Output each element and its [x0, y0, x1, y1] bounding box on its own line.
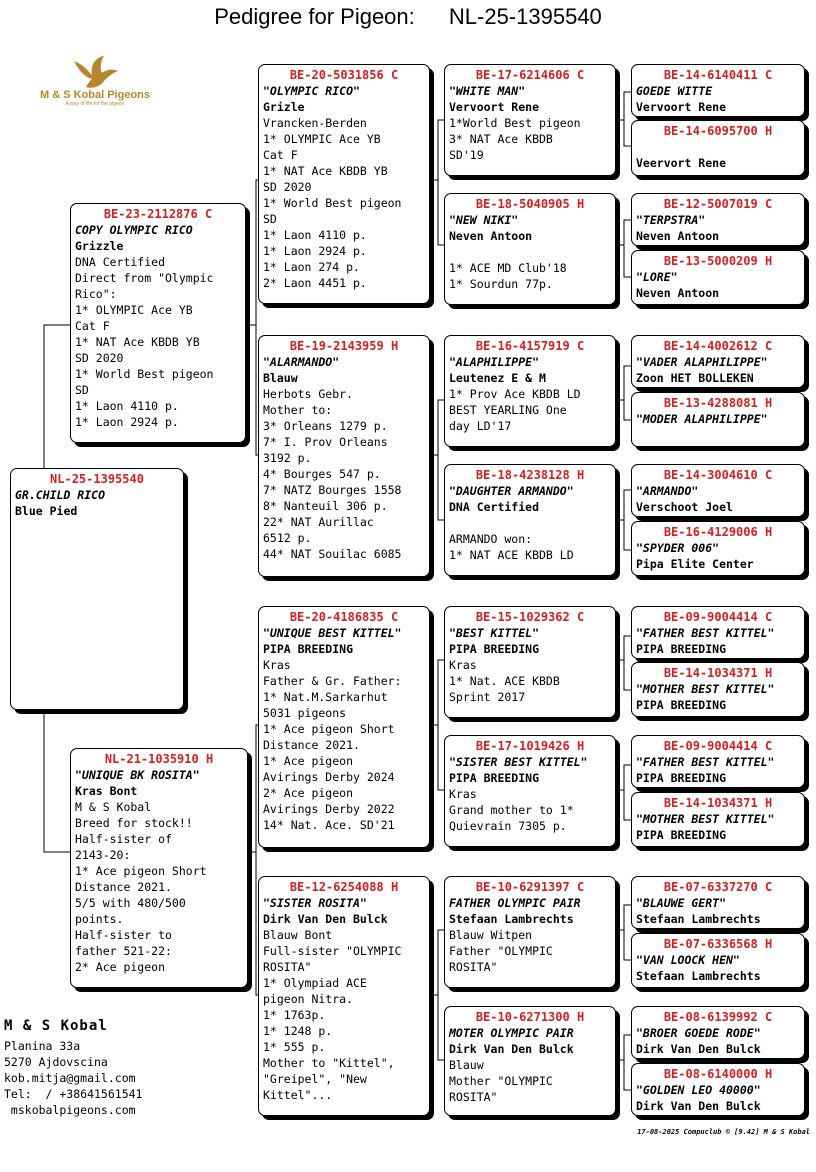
pedigree-line: 1*World Best pigeon [449, 116, 581, 130]
pedigree-line: father 521-22: [75, 944, 172, 958]
pigeon-name: "UNIQUE BEST KITTEL" [263, 626, 402, 640]
pedigree-line: Half-sister to [75, 928, 172, 942]
pedigree-line: Kras [449, 658, 477, 672]
pedigree-line: 1* Ace pigeon Short [75, 864, 207, 878]
pedigree-line: Avirings Derby 2022 [263, 802, 395, 816]
pigeon-name: "BEST KITTEL" [449, 626, 540, 640]
pedigree-line: PIPA BREEDING [636, 771, 727, 785]
pedigree-line: 1* ACE MD Club'18 [449, 261, 567, 275]
ring-number: BE-17-6214606 C [475, 68, 585, 82]
pedigree-line: ARMANDO won: [449, 532, 533, 546]
pigeon-name: "BLAUWE GERT" [636, 896, 727, 910]
ancestor-card[interactable] [631, 1006, 805, 1059]
ancestor-card[interactable] [631, 392, 805, 447]
ancestor-card[interactable] [631, 876, 805, 929]
great-grandparent-card[interactable] [444, 876, 616, 988]
ancestor-card[interactable] [631, 120, 805, 176]
pedigree-line: PIPA BREEDING [449, 771, 540, 785]
ring-number: BE-07-6336568 H [663, 937, 773, 951]
ring-number: BE-17-1019426 H [475, 739, 585, 753]
ring-number: BE-18-5040905 H [475, 197, 585, 211]
ring-number: BE-09-9004414 C [663, 610, 773, 624]
pedigree-line: 4* Bourges 547 p. [263, 467, 381, 481]
pedigree-line: Neven Antoon [636, 286, 720, 300]
pedigree-line: Blauw Bont [263, 928, 333, 942]
pedigree-line: Avirings Derby 2024 [263, 770, 395, 784]
pedigree-line: Dirk Van Den Bulck [263, 912, 388, 926]
ring-number: BE-14-1034371 H [663, 796, 773, 810]
pedigree-line: 1* Laon 4110 p. [75, 399, 179, 413]
pedigree-line: SD'19 [449, 148, 484, 162]
pigeon-name: "ALAPHILIPPE" [449, 355, 540, 369]
pedigree-line: 14* Nat. Ace. SD'21 [263, 818, 395, 832]
pedigree-line: M & S Kobal [75, 800, 152, 814]
pedigree-line: Neven Antoon [636, 229, 720, 243]
pedigree-line: Mother "OLYMPIC [449, 1074, 553, 1088]
pedigree-line: 1* 1248 p. [263, 1024, 333, 1038]
pedigree-line: 2* Laon 4451 p. [263, 276, 367, 290]
pedigree-line: Sprint 2017 [449, 690, 526, 704]
grandparent-card[interactable] [258, 606, 430, 848]
pedigree-line: 1* Prov Ace KBDB LD [449, 387, 581, 401]
pedigree-line: 3192 p. [263, 451, 312, 465]
logo-name: M & S Kobal Pigeons [39, 89, 150, 101]
ancestor-card[interactable] [631, 64, 805, 117]
owner-phone: Tel: / +38641561541 [4, 1087, 143, 1101]
pedigree-line: Cat F [263, 148, 298, 162]
pedigree-line: 1* Nat. ACE KBDB [449, 674, 560, 688]
ring-number: BE-16-4129006 H [663, 525, 773, 539]
pedigree-line: Grand mother to 1* [449, 803, 574, 817]
pedigree-line: Distance 2021. [75, 880, 172, 894]
ring-number: BE-14-4002612 C [663, 339, 773, 353]
pedigree-line: PIPA BREEDING [636, 828, 727, 842]
pedigree-line: ROSITA" [449, 1090, 498, 1104]
pigeon-name: "WHITE MAN" [449, 84, 526, 98]
pedigree-line: 1* OLYMPIC Ace YB [263, 132, 381, 146]
ring-number: BE-13-5000209 H [663, 254, 773, 268]
pedigree-line: BEST YEARLING One [449, 403, 567, 417]
pedigree-line: Blauw [449, 1058, 484, 1072]
pedigree-line: Father & Gr. Father: [263, 674, 402, 688]
pedigree-line: 1* Nat.M.Sarkarhut [263, 690, 388, 704]
pedigree-line: 1* Ace pigeon [263, 754, 354, 768]
ring-number: BE-12-5007019 C [663, 197, 773, 211]
pedigree-line: 7* I. Prov Orleans [263, 435, 388, 449]
ring-number: BE-15-1029362 C [475, 610, 585, 624]
pedigree-line: Stefaan Lambrechts [636, 969, 761, 983]
ring-number: BE-18-4238128 H [475, 468, 585, 482]
pigeon-color: Grizzle [75, 239, 124, 253]
pedigree-line: Kras [263, 658, 291, 672]
ancestor-card[interactable] [631, 1063, 805, 1116]
pigeon-name: "VADER ALAPHILIPPE" [636, 355, 768, 369]
pedigree-line: Stefaan Lambrechts [449, 912, 574, 926]
pedigree-line: Rico": [75, 287, 117, 301]
pedigree-line: Vervoort Rene [449, 100, 540, 114]
pigeon-name: "NEW NIKI" [449, 213, 519, 227]
owner-website[interactable]: mskobalpigeons.com [4, 1103, 136, 1117]
subject-pigeon-card[interactable] [10, 468, 184, 710]
great-grandparent-card[interactable] [444, 464, 616, 576]
ring-number: BE-10-6271300 H [475, 1010, 585, 1024]
pedigree-line: Zoon HET BOLLEKEN [636, 371, 754, 385]
pedigree-line: Direct from "Olympic [75, 271, 214, 285]
pedigree-line: Leutenez E & M [449, 371, 546, 385]
pigeon-name: "MOTHER BEST KITTEL" [636, 682, 775, 696]
pedigree-line: 1* Laon 4110 p. [263, 228, 367, 242]
ring-number: NL-25-1395540 [50, 472, 144, 486]
pedigree-line [449, 515, 611, 531]
footer-credit: 17-08-2025 Compuclub © [9.42] M & S Kobal [637, 1128, 810, 1136]
pedigree-line: Veervort Rene [636, 156, 727, 170]
pedigree-line: SD 2020 [263, 180, 312, 194]
pedigree-line: "Greipel", "New [263, 1072, 367, 1086]
ring-number: BE-16-4157919 C [475, 339, 585, 353]
pedigree-line: 1* NAT Ace KBDB YB [75, 335, 200, 349]
pigeon-name: "MODER ALAPHILIPPE" [636, 412, 768, 426]
pedigree-line: pigeon Nitra. [263, 992, 354, 1006]
pedigree-line: Herbots Gebr. [263, 387, 354, 401]
owner-name: M & S Kobal [4, 1018, 108, 1034]
pedigree-line: Half-sister of [75, 832, 172, 846]
pedigree-line: Vervoort Rene [636, 100, 727, 114]
pedigree-line: 5031 pigeons [263, 706, 347, 720]
pigeon-name [636, 139, 800, 155]
ring-number: BE-14-1034371 H [663, 666, 773, 680]
ring-number: BE-14-6095700 H [663, 124, 773, 138]
pigeon-name: "DAUGHTER ARMANDO" [449, 484, 574, 498]
grandparent-card[interactable] [258, 64, 430, 304]
ring-number: BE-12-6254088 H [289, 880, 399, 894]
pedigree-line: Stefaan Lambrechts [636, 912, 761, 926]
ring-number: BE-08-6140000 H [663, 1067, 773, 1081]
pedigree-line: 3* Orleans 1279 p. [263, 419, 388, 433]
pedigree-line: 1* Sourdun 77p. [449, 277, 553, 291]
pedigree-line: 1* Laon 274 p. [263, 260, 360, 274]
great-grandparent-card[interactable] [444, 64, 616, 176]
ancestor-card[interactable] [631, 606, 805, 659]
great-grandparent-card[interactable] [444, 193, 616, 305]
pedigree-line: Blauw [263, 371, 298, 385]
pedigree-line: Full-sister "OLYMPIC [263, 944, 402, 958]
pedigree-line: Breed for stock!! [75, 816, 193, 830]
pedigree-line: 7* NATZ Bourges 1558 [263, 483, 402, 497]
logo-tagline: A way of life for the pigeon [65, 101, 125, 107]
pedigree-line: 8* Nanteuil 306 p. [263, 499, 388, 513]
pedigree-line: 1* NAT ACE KBDB LD [449, 548, 574, 562]
ring-number: BE-13-4288081 H [663, 396, 773, 410]
pigeon-name: "GOLDEN LEO 40000" [636, 1083, 761, 1097]
pedigree-line: 44* NAT Souilac 6085 [263, 547, 402, 561]
pedigree-line: 1* NAT Ace KBDB YB [263, 164, 388, 178]
pedigree-line: 1* Olympiad ACE [263, 976, 367, 990]
pigeon-name: GR.CHILD RICO [15, 488, 106, 502]
pigeon-name: "ARMANDO" [636, 484, 699, 498]
ancestor-card[interactable] [631, 792, 805, 847]
pedigree-line: Neven Antoon [449, 229, 533, 243]
pedigree-line: Grizle [263, 100, 305, 114]
pedigree-line: DNA Certified [449, 500, 540, 514]
pigeon-name: "MOTHER BEST KITTEL" [636, 812, 775, 826]
pigeon-name: "SISTER BEST KITTEL" [449, 755, 588, 769]
pigeon-name: "OLYMPIC RICO" [263, 84, 360, 98]
grandparent-card[interactable] [258, 876, 430, 1116]
pedigree-line: 2* Ace pigeon [263, 786, 354, 800]
pedigree-line: Distance 2021. [263, 738, 360, 752]
ancestor-card[interactable] [631, 250, 805, 305]
owner-city-line: 5270 Ajdovscina [4, 1055, 108, 1069]
pedigree-line: points. [75, 912, 124, 926]
ring-number: BE-09-9004414 C [663, 739, 773, 753]
pedigree-line: 1* Ace pigeon Short [263, 722, 395, 736]
pigeon-name: "TERPSTRA" [636, 213, 706, 227]
pedigree-line: 22* NAT Aurillac [263, 515, 374, 529]
pedigree-line: 1* 1763p. [263, 1008, 326, 1022]
great-grandparent-card[interactable] [444, 1006, 616, 1116]
pedigree-line [449, 244, 611, 260]
pigeon-name: "LORE" [636, 270, 678, 284]
ancestor-card[interactable] [631, 662, 805, 717]
pedigree-line: ROSITA" [263, 960, 312, 974]
pedigree-line: DNA Certified [75, 255, 166, 269]
pigeon-name: "UNIQUE BK ROSITA" [75, 768, 200, 782]
pedigree-line: Quievrain 7305 p. [449, 819, 567, 833]
pedigree-line: PIPA BREEDING [263, 642, 354, 656]
pedigree-line: SD [263, 212, 277, 226]
pedigree-line: Cat F [75, 319, 110, 333]
pedigree-line: Verschoot Joel [636, 500, 733, 514]
ring-number: BE-23-2112876 C [103, 207, 213, 221]
ancestor-card[interactable] [631, 464, 805, 517]
owner-email[interactable]: kob.mitja@gmail.com [4, 1071, 136, 1085]
pedigree-line: Father "OLYMPIC [449, 944, 553, 958]
ring-number: BE-19-2143959 H [289, 339, 399, 353]
pedigree-line: Blauw Witpen [449, 928, 533, 942]
pedigree-line: 1* World Best pigeon [75, 367, 214, 381]
pedigree-line: 3* NAT Ace KBDB [449, 132, 553, 146]
pedigree-line: Vrancken-Berden [263, 116, 367, 130]
ring-number: BE-07-6337270 C [663, 880, 773, 894]
pedigree-line: Dirk Van Den Bulck [636, 1042, 761, 1056]
pedigree-line: PIPA BREEDING [449, 642, 540, 656]
ring-number: BE-10-6291397 C [475, 880, 585, 894]
pedigree-line: PIPA BREEDING [636, 698, 727, 712]
pigeon-color: Blue Pied [15, 504, 78, 518]
dam-card[interactable] [70, 748, 248, 988]
great-grandparent-card[interactable] [444, 606, 616, 718]
pedigree-line: Dirk Van Den Bulck [449, 1042, 574, 1056]
pigeon-name: "FATHER BEST KITTEL" [636, 626, 775, 640]
pedigree-line: day LD'17 [449, 419, 512, 433]
pedigree-line: 1* OLYMPIC Ace YB [75, 303, 193, 317]
pigeon-name: "ALARMANDO" [263, 355, 340, 369]
owner-contact [4, 1018, 142, 1118]
sire-card[interactable] [70, 203, 246, 443]
pigeon-name: "SISTER ROSITA" [263, 896, 367, 910]
pigeon-name: "SPYDER 006" [636, 541, 720, 555]
pigeon-color: Kras Bont [75, 784, 138, 798]
pedigree-line: Pipa Elite Center [636, 557, 754, 571]
ring-number: BE-14-3004610 C [663, 468, 773, 482]
pedigree-line: Kittel"... [263, 1088, 333, 1102]
ancestor-card[interactable] [631, 521, 805, 576]
pedigree-line: PIPA BREEDING [636, 642, 727, 656]
ring-number: NL-21-1035910 H [104, 752, 214, 766]
ring-number: BE-20-4186835 C [289, 610, 399, 624]
pedigree-line: 2* Ace pigeon [75, 960, 166, 974]
pedigree-line: ROSITA" [449, 960, 498, 974]
pigeon-name: COPY OLYMPIC RICO [75, 223, 193, 237]
ring-number: BE-08-6139992 C [663, 1010, 773, 1024]
pigeon-name: FATHER OLYMPIC PAIR [449, 896, 581, 910]
pedigree-line: 1* World Best pigeon [263, 196, 402, 210]
ancestor-card[interactable] [631, 335, 805, 388]
pedigree-line: Mother to "Kittel", [263, 1056, 395, 1070]
ancestor-card[interactable] [631, 933, 805, 988]
pedigree-line: 1* Laon 2924 p. [263, 244, 367, 258]
title-label: Pedigree for Pigeon: [214, 4, 415, 29]
title-ring: NL-25-1395540 [448, 4, 602, 29]
owner-address-line: Planina 33a [4, 1039, 81, 1053]
pigeon-name: "FATHER BEST KITTEL" [636, 755, 775, 769]
pedigree-line: 2143-20: [75, 848, 131, 862]
pedigree-line: 6512 p. [263, 531, 312, 545]
pedigree-line: 1* 555 p. [263, 1040, 326, 1054]
pedigree-line: Mother to: [263, 403, 333, 417]
pigeon-name: "BROER GOEDE RODE" [636, 1026, 761, 1040]
pedigree-line: 5/5 with 480/500 [75, 896, 186, 910]
ancestor-card[interactable] [631, 193, 805, 246]
pedigree-line: SD [75, 383, 89, 397]
ring-number: BE-14-6140411 C [663, 68, 773, 82]
pigeon-name: GOEDE WITTE [636, 84, 713, 98]
ring-number: BE-20-5031856 C [289, 68, 399, 82]
pigeon-name: "VAN LOOCK HEN" [636, 953, 740, 967]
grandparent-card[interactable] [258, 335, 430, 577]
great-grandparent-card[interactable] [444, 335, 616, 447]
pedigree-line: SD 2020 [75, 351, 124, 365]
pedigree-line: 1* Laon 2924 p. [75, 415, 179, 429]
ancestor-card[interactable] [631, 735, 805, 788]
great-grandparent-card[interactable] [444, 735, 616, 847]
pedigree-line: Dirk Van Den Bulck [636, 1099, 761, 1113]
pigeon-name: MOTER OLYMPIC PAIR [449, 1026, 574, 1040]
pedigree-line: Kras [449, 787, 477, 801]
